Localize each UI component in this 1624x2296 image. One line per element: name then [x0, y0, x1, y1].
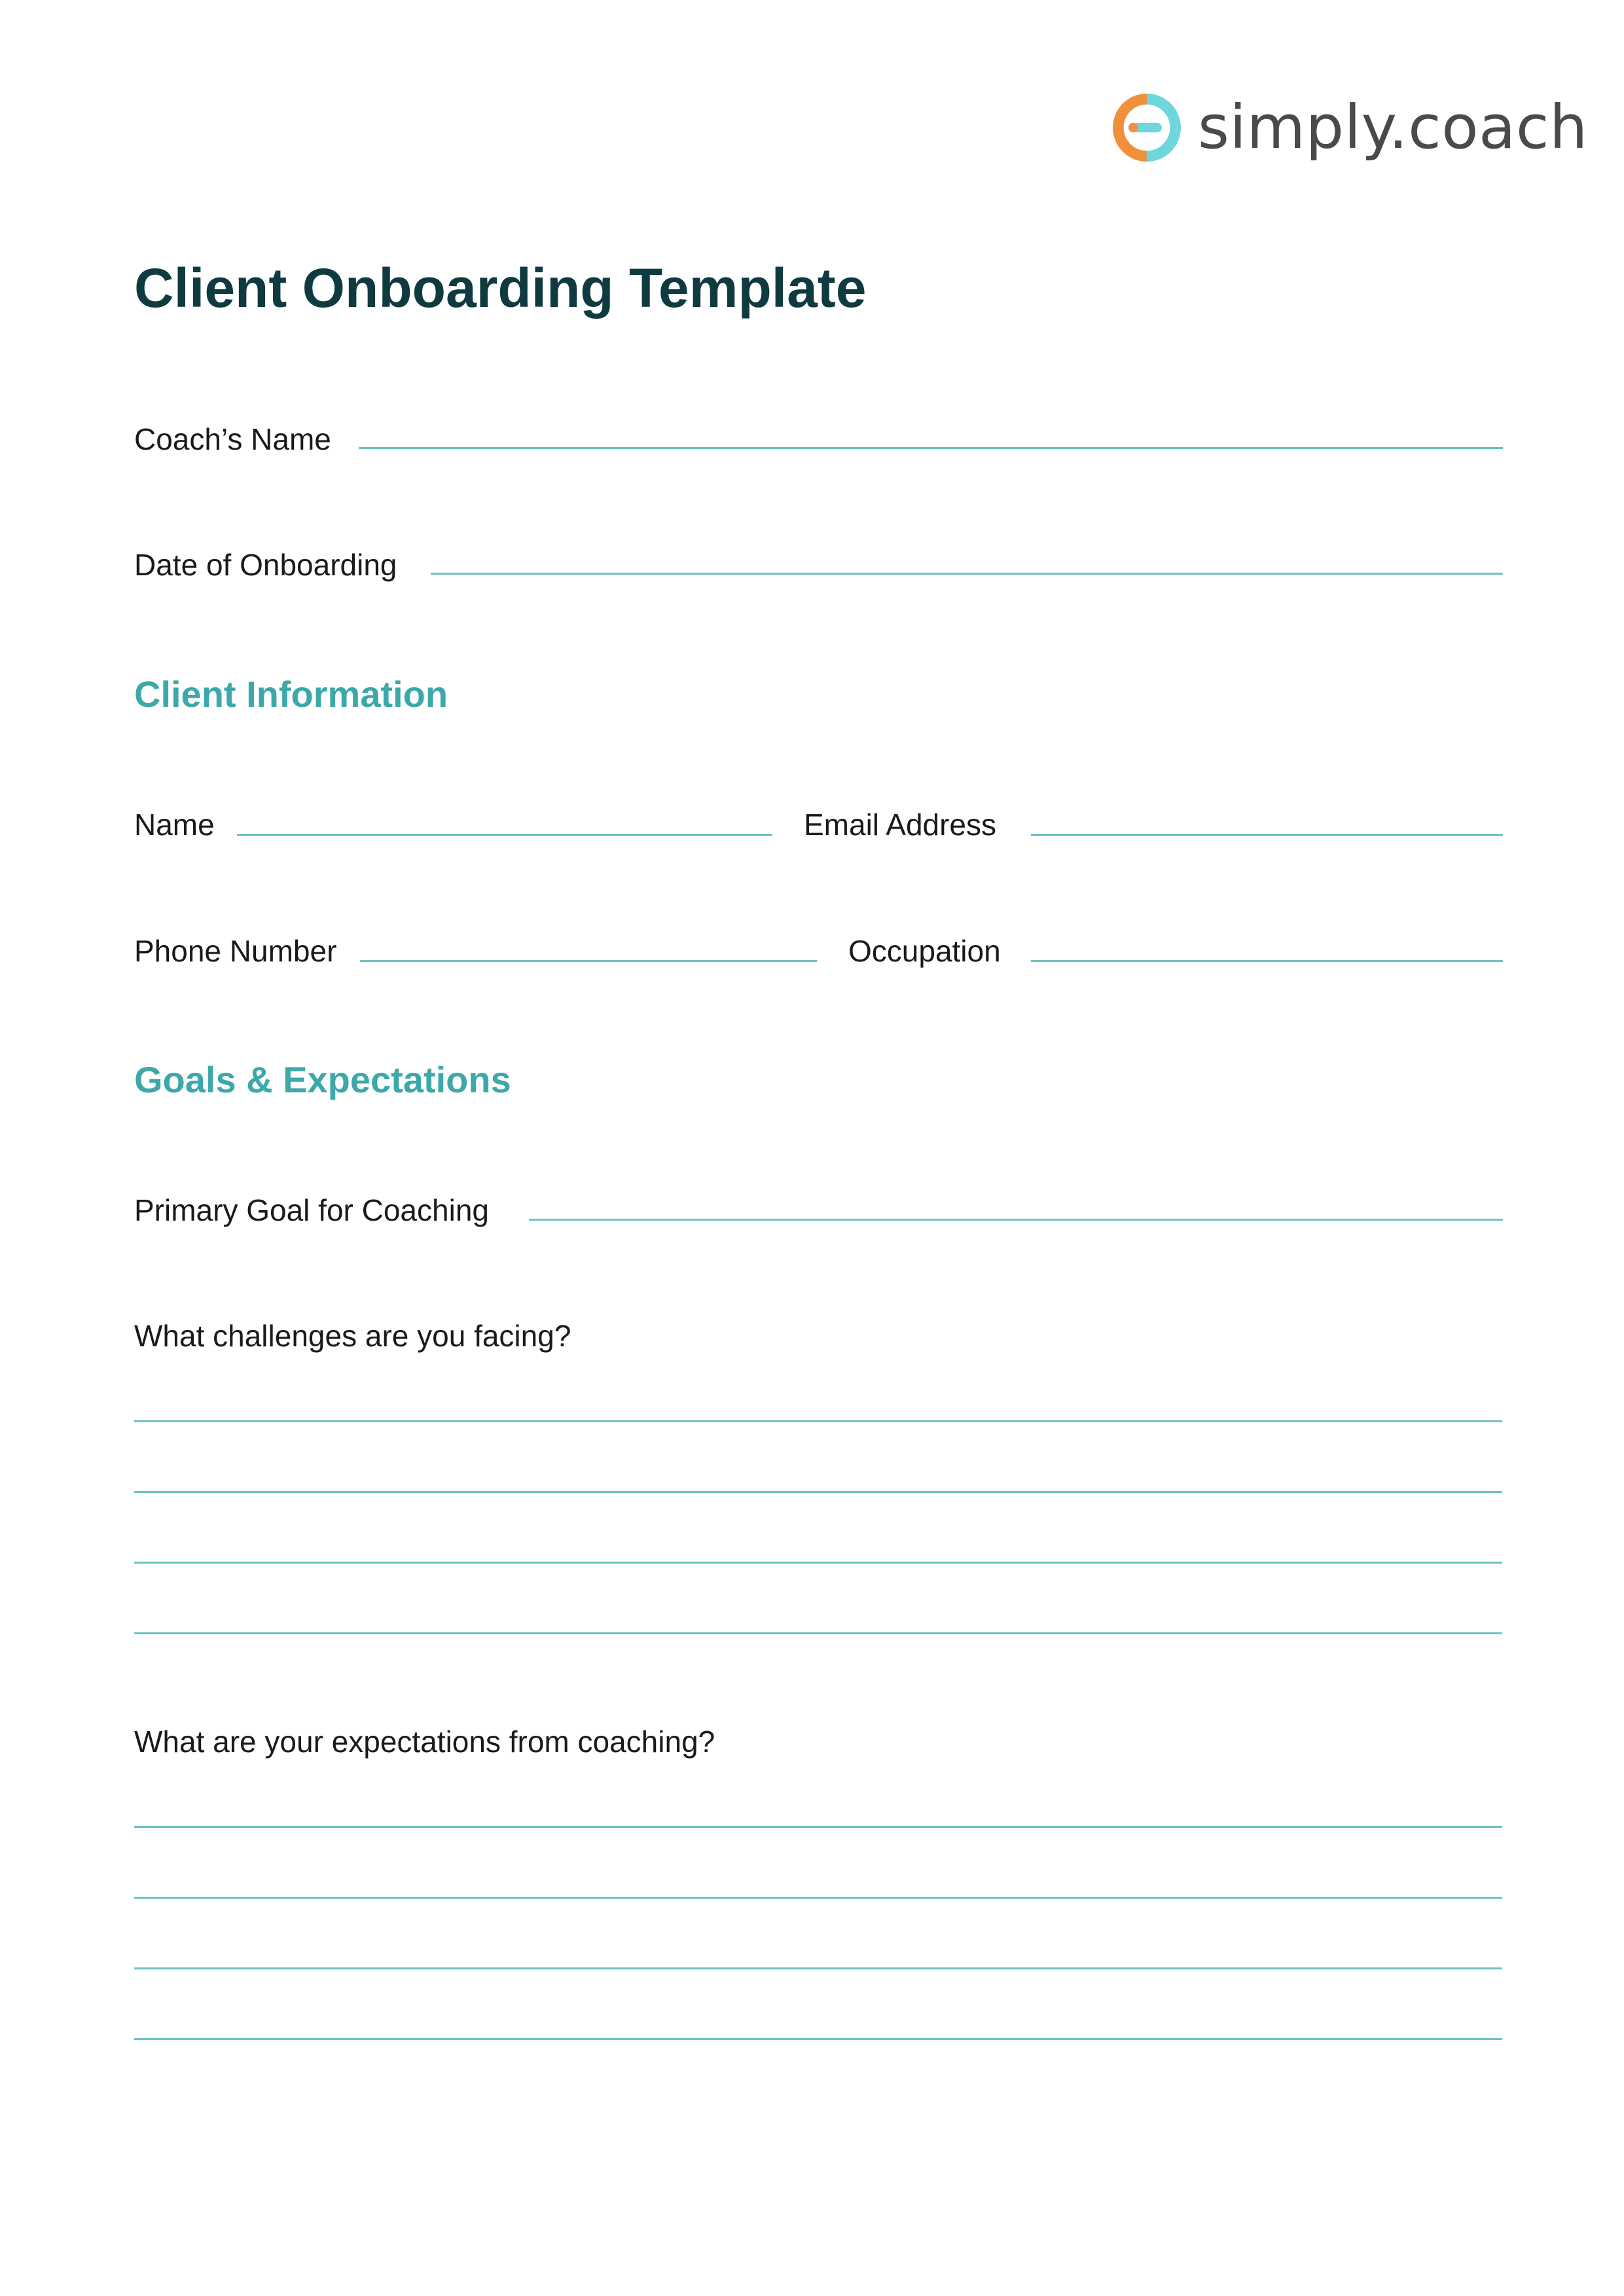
email-address-label: Email Address: [804, 808, 997, 842]
simply-coach-logo-icon: [1113, 94, 1181, 162]
client-name-field[interactable]: [237, 834, 772, 836]
brand-logo: [1113, 92, 1588, 164]
page-title: Client Onboarding Template: [134, 257, 867, 319]
coach-name-field[interactable]: [359, 447, 1503, 449]
challenges-answer-line-3[interactable]: [134, 1562, 1502, 1564]
challenges-question: What challenges are you facing?: [134, 1319, 571, 1353]
expectations-question: What are your expectations from coaching?: [134, 1725, 715, 1759]
expectations-answer-line-3[interactable]: [134, 1967, 1502, 1969]
brand-name: simply.coach: [1198, 92, 1588, 162]
expectations-answer-line-1[interactable]: [134, 1826, 1502, 1828]
expectations-answer-line-2[interactable]: [134, 1897, 1502, 1899]
date-of-onboarding-label: Date of Onboarding: [134, 548, 397, 582]
coach-name-label: Coach’s Name: [134, 422, 331, 456]
email-address-field[interactable]: [1031, 834, 1503, 836]
challenges-answer-line-2[interactable]: [134, 1491, 1502, 1493]
phone-number-label: Phone Number: [134, 934, 337, 968]
client-information-heading: Client Information: [134, 673, 448, 715]
date-of-onboarding-field[interactable]: [431, 573, 1503, 575]
expectations-answer-line-4[interactable]: [134, 2038, 1502, 2040]
phone-number-field[interactable]: [360, 960, 817, 962]
occupation-label: Occupation: [848, 934, 1001, 968]
primary-goal-label: Primary Goal for Coaching: [134, 1193, 489, 1227]
goals-expectations-heading: Goals & Expectations: [134, 1059, 511, 1100]
client-name-label: Name: [134, 808, 215, 842]
challenges-answer-line-1[interactable]: [134, 1420, 1502, 1422]
challenges-answer-line-4[interactable]: [134, 1632, 1502, 1634]
occupation-field[interactable]: [1031, 960, 1503, 962]
primary-goal-field[interactable]: [529, 1219, 1503, 1221]
